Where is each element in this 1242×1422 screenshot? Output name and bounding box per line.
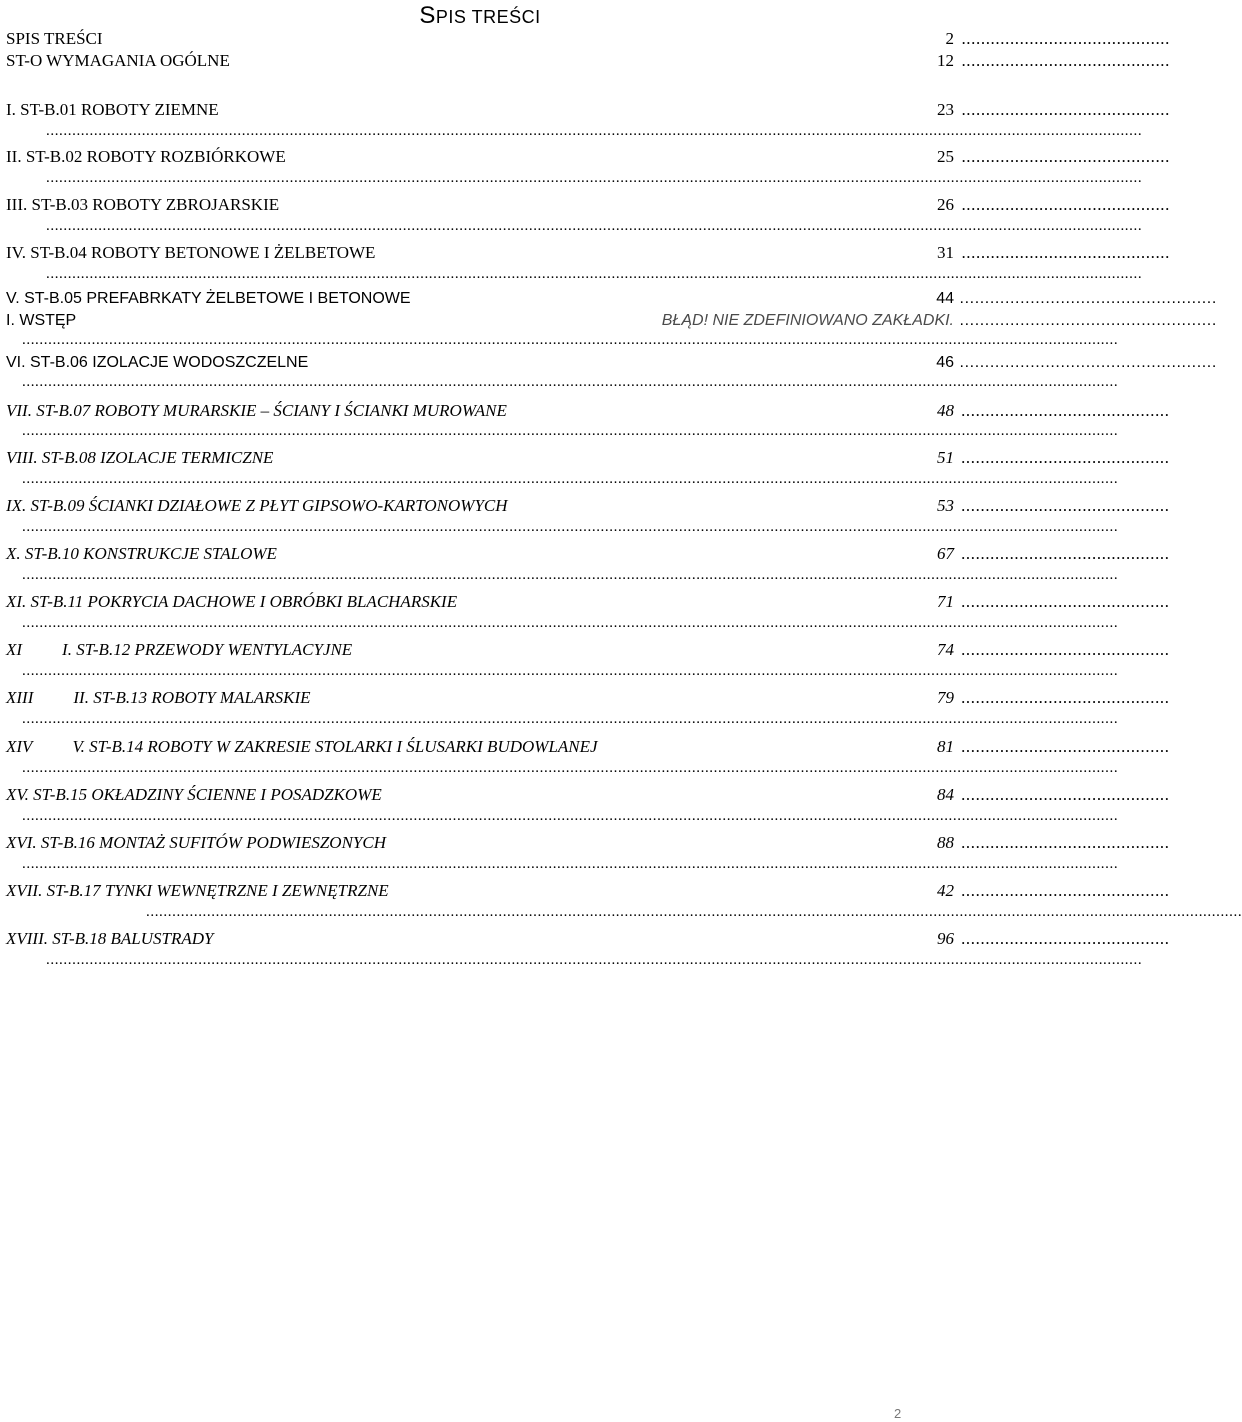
toc-entry-label: XI. ST-B.11 POKRYCIA DACHOWE I OBRÓBKI BLACHARSKIE bbox=[6, 592, 458, 611]
toc-entry-label: I. ST-B.12 PRZEWODY WENTYLACYJNE bbox=[62, 640, 353, 659]
leader-continuation: ............................................................................................................................................................................................................................................................ bbox=[46, 952, 1143, 968]
toc-entry-label: VI. ST-B.06 IZOLACJE WODOSZCZELNE bbox=[6, 354, 309, 371]
toc-entry-label-prefix: XIV bbox=[6, 737, 33, 756]
toc-entry-label: III. ST-B.03 ROBOTY ZBROJARSKIE bbox=[6, 195, 280, 214]
toc-entry-label: I. WSTĘP bbox=[6, 312, 77, 329]
toc-entry-page: 84 bbox=[933, 784, 954, 806]
toc-entry-page: 31 bbox=[933, 242, 954, 264]
toc-entry-label: XV. ST-B.15 OKŁADZINY ŚCIENNE I POSADZKOWE bbox=[6, 785, 382, 804]
toc-entry-label-prefix: XIII bbox=[6, 688, 34, 707]
toc-entry-st-b11[interactable] bbox=[6, 591, 954, 613]
toc-entry-st-b10[interactable] bbox=[6, 543, 954, 565]
toc-entry-page: 79 bbox=[933, 687, 954, 709]
toc-entry-st-o[interactable] bbox=[6, 50, 954, 72]
toc-entry-label: XVI. ST-B.16 MONTAŻ SUFITÓW PODWIESZONYCH bbox=[6, 833, 386, 852]
toc-entry-spis-tresci[interactable] bbox=[6, 28, 954, 50]
toc-entry-st-b05[interactable] bbox=[6, 288, 954, 310]
toc-entry-st-b17[interactable] bbox=[6, 880, 954, 902]
toc-entry-st-b18[interactable] bbox=[6, 928, 954, 950]
leader-continuation: ............................................................................................................................................................................................................................................................ bbox=[22, 519, 1119, 535]
toc-entry-label: V. ST-B.14 ROBOTY W ZAKRESIE STOLARKI I ŚLUSARKI BUDOWLANEJ bbox=[72, 737, 598, 756]
leader-continuation: ............................................................................................................................................................................................................................................................ bbox=[22, 332, 1119, 348]
leader-continuation: ............................................................................................................................................................................................................................................................ bbox=[22, 567, 1119, 583]
toc-entry-st-b16[interactable] bbox=[6, 832, 954, 854]
toc-entry-st-b03[interactable] bbox=[6, 194, 954, 216]
toc-entry-label: ST-O WYMAGANIA OGÓLNE bbox=[6, 51, 230, 70]
toc-entry-label: II. ST-B.13 ROBOTY MALARSKIE bbox=[73, 688, 311, 707]
toc-entry-page: 81 bbox=[933, 736, 954, 758]
leader-continuation: ............................................................................................................................................................................................................................................................ bbox=[22, 423, 1119, 439]
toc-entry-page: 44 bbox=[932, 288, 954, 310]
leader-continuation: ............................................................................................................................................................................................................................................................ bbox=[22, 374, 1119, 390]
leader-continuation: ............................................................................................................................................................................................................................................................ bbox=[46, 123, 1143, 139]
toc-entry-wstep[interactable] bbox=[6, 310, 954, 332]
toc-entry-label-prefix: XI bbox=[6, 640, 23, 659]
toc-entry-st-b08[interactable] bbox=[6, 447, 954, 469]
toc-entry-label: XVII. ST-B.17 TYNKI WEWNĘTRZNE I ZEWNĘTRZNE bbox=[6, 881, 389, 900]
toc-entry-st-b07[interactable] bbox=[6, 400, 954, 422]
leader-continuation: ............................................................................................................................................................................................................................................................ bbox=[22, 615, 1119, 631]
leader-continuation: ............................................................................................................................................................................................................................................................ bbox=[22, 471, 1119, 487]
toc-entry-st-b13[interactable] bbox=[6, 687, 954, 709]
leader-continuation: ............................................................................................................................................................................................................................................................ bbox=[46, 218, 1143, 234]
leader-continuation: ............................................................................................................................................................................................................................................................ bbox=[22, 856, 1119, 872]
toc-entry-label: II. ST-B.02 ROBOTY ROZBIÓRKOWE bbox=[6, 147, 286, 166]
leader-continuation: ............................................................................................................................................................................................................................................................ bbox=[46, 170, 1143, 186]
toc-entry-label: IX. ST-B.09 ŚCIANKI DZIAŁOWE Z PŁYT GIPSOWO-KARTONOWYCH bbox=[6, 496, 508, 515]
toc-entry-page: 42 bbox=[933, 880, 954, 902]
title-initial: S bbox=[419, 2, 436, 29]
leader-continuation: ............................................................................................................................................................................................................................................................ bbox=[22, 760, 1119, 776]
toc-entry-label: SPIS TREŚCI bbox=[6, 29, 103, 48]
toc-entry-label: V. ST-B.05 PREFABRKATY ŻELBETOWE I BETONOWE bbox=[6, 290, 411, 307]
toc-entry-label: VIII. ST-B.08 IZOLACJE TERMICZNE bbox=[6, 448, 274, 467]
toc-entry-label: X. ST-B.10 KONSTRUKCJE STALOWE bbox=[6, 544, 277, 563]
toc-entry-page: 12 bbox=[933, 50, 954, 72]
footer-page-number: 2 bbox=[894, 1406, 902, 1421]
toc-entry-st-b01[interactable] bbox=[6, 99, 954, 121]
toc-entry-page: 67 bbox=[933, 543, 954, 565]
toc-entry-st-b06[interactable] bbox=[6, 352, 954, 374]
toc-entry-page: 46 bbox=[932, 352, 954, 374]
toc-entry-page: 74 bbox=[933, 639, 954, 661]
leader-continuation: ............................................................................................................................................................................................................................................................ bbox=[46, 266, 1143, 282]
toc-entry-label: IV. ST-B.04 ROBOTY BETONOWE I ŻELBETOWE bbox=[6, 243, 376, 262]
toc-entry-st-b04[interactable] bbox=[6, 242, 954, 264]
toc-entry-st-b15[interactable] bbox=[6, 784, 954, 806]
leader-continuation: ............................................................................................................................................................................................................................................................ bbox=[22, 663, 1119, 679]
toc-entry-st-b02[interactable] bbox=[6, 146, 954, 168]
toc-entry-page: 48 bbox=[933, 400, 954, 422]
toc-entry-page: 26 bbox=[933, 194, 954, 216]
toc-entry-st-b14[interactable] bbox=[6, 736, 954, 758]
leader-continuation: ............................................................................................................................................................................................................................................................ bbox=[146, 904, 1242, 920]
toc-entry-page: 53 bbox=[933, 495, 954, 517]
toc-entry-page: 71 bbox=[933, 591, 954, 613]
toc-entry-st-b09[interactable] bbox=[6, 495, 954, 517]
title-rest: PIS TREŚCI bbox=[435, 7, 541, 27]
toc-entry-label: VII. ST-B.07 ROBOTY MURARSKIE – ŚCIANY I ŚCIANKI MUROWANE bbox=[6, 401, 507, 420]
toc-entry-page: 51 bbox=[933, 447, 954, 469]
toc-entry-page-error: BŁĄD! NIE ZDEFINIOWANO ZAKŁADKI. bbox=[658, 310, 954, 332]
toc-entry-page: 96 bbox=[933, 928, 954, 950]
leader-continuation: ............................................................................................................................................................................................................................................................ bbox=[22, 711, 1119, 727]
toc-entry-label: XVIII. ST-B.18 BALUSTRADY bbox=[6, 929, 214, 948]
page-title bbox=[0, 2, 960, 30]
toc-entry-page: 2 bbox=[942, 28, 955, 50]
leader-continuation: ............................................................................................................................................................................................................................................................ bbox=[22, 808, 1119, 824]
toc-entry-page: 23 bbox=[933, 99, 954, 121]
toc-entry-st-b12[interactable] bbox=[6, 639, 954, 661]
toc-entry-page: 88 bbox=[933, 832, 954, 854]
toc-entry-label: I. ST-B.01 ROBOTY ZIEMNE bbox=[6, 100, 219, 119]
toc-entry-page: 25 bbox=[933, 146, 954, 168]
